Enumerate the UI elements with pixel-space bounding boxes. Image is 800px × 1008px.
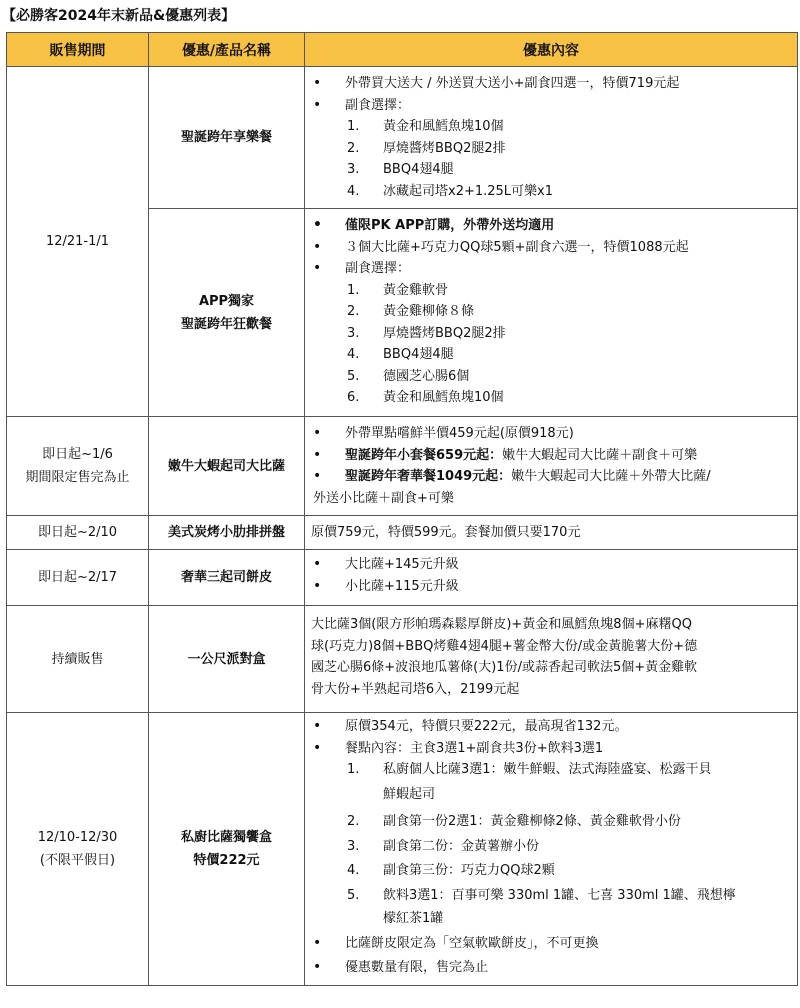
header-content: 優惠內容 bbox=[305, 33, 798, 67]
bullet-item: • 原價354元，特價只要222元，最高現省132元。 bbox=[309, 716, 793, 738]
content-text: 原價759元，特價599元。套餐加價只要170元 bbox=[311, 524, 581, 540]
bullet-item: • 小比薩+115元升級 bbox=[309, 576, 793, 598]
numbered-item: 3. BBQ4翅4腿 bbox=[347, 162, 454, 177]
bullet-item: • 比薩餅皮限定為「空氣軟歐餅皮」，不可更換 bbox=[309, 933, 793, 955]
numbered-item: 1. 黃金和風鱈魚塊10個 bbox=[347, 119, 504, 134]
numbered-item: 3. 厚燒醬烤BBQ2腿2排 bbox=[347, 325, 506, 341]
table-row bbox=[7, 516, 798, 550]
promo-table bbox=[6, 32, 798, 986]
period-line: 12/10-12/30 bbox=[37, 830, 118, 845]
product-name-cell: 美式炭烤小肋排拼盤 bbox=[149, 516, 305, 550]
numbered-item-continuation: 鮮蝦起司 bbox=[383, 786, 436, 802]
table-row bbox=[7, 606, 798, 713]
bullet-item: • 聖誕跨年奢華餐1049元起：嫩牛大蝦起司大比薩＋外帶大比薩/ bbox=[309, 466, 793, 488]
numbered-item: 1. 私廚個人比薩3選1：嫩牛鮮蝦、法式海陸盛宴、松露干貝 bbox=[347, 762, 712, 777]
numbered-item: 2. 厚燒醬烤BBQ2腿2排 bbox=[347, 140, 506, 156]
product-name-line: APP獨家 bbox=[198, 293, 255, 309]
product-name-line: 特價222元 bbox=[193, 853, 260, 868]
numbered-item: 6. 黃金和風鱈魚塊10個 bbox=[347, 390, 504, 405]
product-name-cell: 嫩牛大蝦起司大比薩 bbox=[149, 417, 305, 516]
period-cell: 12/21-1/1 bbox=[7, 67, 149, 417]
content-cell bbox=[305, 606, 798, 713]
numbered-item: 5. 德國芝心腸6個 bbox=[347, 368, 470, 384]
numbered-item: 5. 飲料3選1：百事可樂 330ml 1罐、七喜 330ml 1罐、飛想檸 bbox=[347, 887, 736, 903]
table-header-row bbox=[7, 33, 798, 67]
product-name-line: 私廚比薩獨饗盒 bbox=[180, 830, 272, 845]
numbered-item: 2. 黃金雞柳條８條 bbox=[347, 304, 475, 319]
period-cell: 即日起~2/17 bbox=[7, 550, 149, 606]
numbered-item: 3. 副食第二份：金黃薯辦小份 bbox=[347, 838, 540, 854]
period-cell bbox=[7, 417, 149, 516]
header-period: 販售期間 bbox=[7, 33, 149, 67]
content-cell bbox=[305, 516, 798, 550]
table-row bbox=[7, 713, 798, 986]
numbered-item: 4. 副食第三份：巧克力QQ球2顆 bbox=[347, 863, 555, 878]
table-row bbox=[7, 550, 798, 606]
content-cell bbox=[305, 550, 798, 606]
content-line: 骨大份+半熟起司塔6入，2199元起 bbox=[311, 681, 520, 697]
period-cell bbox=[7, 713, 149, 986]
content-cell bbox=[305, 713, 798, 986]
product-name-cell bbox=[149, 209, 305, 417]
page-title: 【必勝客2024年末新品&優惠列表】 bbox=[2, 8, 236, 24]
content-line: 大比薩3個(限方形帕瑪森鬆厚餅皮)+黃金和風鱈魚塊8個+麻糬QQ bbox=[311, 617, 692, 632]
content-cell bbox=[305, 67, 798, 209]
bullet-item: • 優惠數量有限，售完為止 bbox=[309, 957, 793, 979]
content-line: 國芝心腸6條+波浪地瓜薯條(大)1份/或蒜香起司軟法5個+黃金雞軟 bbox=[311, 660, 698, 675]
period-line: 即日起~1/6 bbox=[42, 447, 113, 462]
header-name: 優惠/產品名稱 bbox=[149, 33, 305, 67]
bullet-item: • 副食選擇： bbox=[309, 258, 793, 280]
product-name-line: 聖誕跨年狂歡餐 bbox=[180, 316, 272, 332]
bullet-item: • ３個大比薩+巧克力QQ球5顆+副食六選一，特價1088元起 bbox=[309, 237, 793, 259]
numbered-item: 4. BBQ4翅4腿 bbox=[347, 347, 454, 362]
bullet-item: • 僅限PK APP訂購，外帶外送均適用 bbox=[309, 215, 793, 237]
bullet-item: • 副食選擇： bbox=[309, 95, 793, 117]
product-name-cell: 一公尺派對盒 bbox=[149, 606, 305, 713]
period-cell: 即日起~2/10 bbox=[7, 516, 149, 550]
table-row bbox=[7, 67, 798, 209]
bullet-item: • 餐點內容：主食3選1+副食共3份+飲料3選1 bbox=[309, 738, 793, 760]
period-line: 期間限定售完為止 bbox=[25, 470, 130, 485]
numbered-item: 1. 黃金雞軟骨 bbox=[347, 282, 449, 298]
content-cell bbox=[305, 209, 798, 417]
content-cell bbox=[305, 417, 798, 516]
product-name-cell: 奢華三起司餅皮 bbox=[149, 550, 305, 606]
period-cell: 持續販售 bbox=[7, 606, 149, 713]
period-line: (不限平假日) bbox=[39, 853, 116, 868]
product-name-cell bbox=[149, 713, 305, 986]
bullet-item: • 外帶單點嚐鮮半價459元起(原價918元) bbox=[309, 423, 793, 445]
bullet-item: • 外帶買大送大 / 外送買大送小+副食四選一，特價719元起 bbox=[309, 73, 793, 95]
bullet-item: • 大比薩+145元升級 bbox=[309, 554, 793, 576]
product-name-cell: 聖誕跨年享樂餐 bbox=[149, 67, 305, 209]
numbered-item: 2. 副食第一份2選1：黃金雞柳條2條、黃金雞軟骨小份 bbox=[347, 814, 681, 829]
content-line: 球(巧克力)8個+BBQ烤雞4翅4腿+薯金幣大份/或金黃脆薯大份+德 bbox=[311, 638, 698, 654]
bullet-item: • 聖誕跨年小套餐659元起：嫩牛大蝦起司大比薩＋副食＋可樂 bbox=[309, 445, 793, 467]
bullet-continuation: 外送小比薩＋副食+可樂 bbox=[313, 490, 454, 506]
numbered-item-continuation: 檬紅茶1罐 bbox=[383, 911, 444, 926]
numbered-item: 4. 冰藏起司塔x2+1.25L可樂x1 bbox=[347, 183, 554, 199]
table-row bbox=[7, 417, 798, 516]
